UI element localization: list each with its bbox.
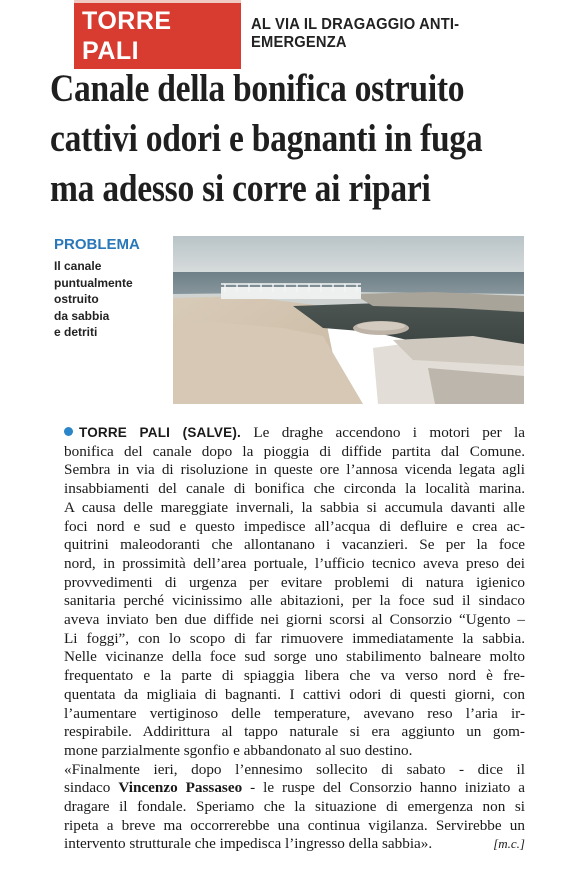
article-line: quentata da migliaia di bagnanti. I cattivi odori di questi giorni, con: [64, 685, 525, 703]
headline-line-3: ma adesso si corre ai ripari: [50, 167, 431, 210]
article-line: Li foggi”, con lo scopo di far rimuovere immediatamente la sabbia.: [64, 629, 525, 647]
beach-canal-photo: [173, 236, 524, 404]
mayor-name: Vincenzo Passaseo: [118, 779, 243, 797]
caption-line: puntualmente: [54, 275, 133, 290]
article-line: Sembra in via di risoluzione in queste ore l’annosa vicenda legata agli: [64, 461, 525, 479]
bullet-dot-icon: [64, 427, 73, 436]
article-line: aveva inviato ben due diffide nei giorni scorsi al Consorzio “Ugento –: [64, 611, 525, 629]
article-line: Nelle vicinanze della foce sud sorge uno stabilimento balneare molto: [64, 648, 525, 666]
article-line: sindaco Vincenzo Passaseo - le ruspe del Consorzio hanno iniziato a: [64, 779, 526, 797]
caption-line: Il canale: [54, 259, 102, 273]
article-line: l’aumentare vertiginoso delle temperature, avevano reso l’aria ir-: [64, 704, 525, 722]
article-line: sanitaria perché vicinissimo alle abitazioni, per la foce sud il sindaco: [64, 592, 525, 610]
caption-line: ostruito: [54, 292, 99, 306]
headline: [50, 64, 560, 214]
kicker-subhead: AL VIA IL DRAGAGGIO ANTI-EMERGENZA: [251, 16, 460, 51]
article-line: respirabile. Addirittura al tappo naturale si era aggiunto un gom-: [64, 723, 525, 741]
article-line: quitrini maleodoranti che allontanano i vacanzieri. Se per la foce: [64, 536, 525, 554]
article-line: bonifica del canale dopo la pioggia di diffide partita dal Comune.: [64, 442, 525, 460]
article-line: ripeta a breve ma occorrerebbe una continua vigilanza. Servirebbe un: [64, 816, 525, 834]
headline-line-2: cattivi odori e bagnanti in fuga: [50, 117, 483, 160]
article-line: TORRE PALI (SALVE). Le draghe accendono i motori per la: [64, 424, 525, 443]
article-line: foci nord e sud e questo impedisce all’acqua di defluire e crea ac-: [64, 517, 525, 535]
caption-label: PROBLEMA: [54, 236, 140, 253]
article-line: intervento strutturale che impedisca l’ingresso della sabbia». [m.c.]: [64, 835, 525, 853]
author-signature: [m.c.]: [493, 836, 525, 852]
article-body: [64, 424, 525, 854]
article-line: provvedimenti di urgenza per evitare problemi di natura igienico: [64, 573, 525, 591]
beach-canal-illustration: [173, 236, 524, 404]
article-line: insabbiamenti del canale di bonifica che circonda la località marina.: [64, 480, 525, 498]
kicker: [74, 6, 571, 65]
article-line: mone parzialmente sgonfio e abbandonato al suo destino.: [64, 741, 413, 759]
location-badge: TORRE PALI: [74, 0, 241, 69]
article-line: nord, in prossimità dell’area portuale, l’ufficio tecnico aveva preso dei: [64, 554, 525, 572]
caption-line: e detriti: [54, 325, 98, 339]
photo-caption: [54, 236, 164, 341]
dateline: TORRE PALI (SALVE).: [79, 425, 241, 440]
headline-line-1: Canale della bonifica ostruito: [50, 67, 465, 110]
article-line: dragare il fondale. Speriamo che la situazione di emergenza non si: [64, 798, 525, 816]
paragraph-1: [64, 424, 525, 761]
article-line: «Finalmente ieri, dopo l’ennesimo sollecito di sabato - dice il: [64, 760, 525, 778]
article-line: A causa delle mareggiate invernali, la sabbia si accumula davanti alle: [64, 498, 525, 516]
paragraph-2: [64, 761, 525, 855]
caption-line: da sabbia: [54, 308, 110, 323]
article-line: frequentato e la parte di spiaggia libera che va verso nord è fre-: [64, 667, 525, 685]
